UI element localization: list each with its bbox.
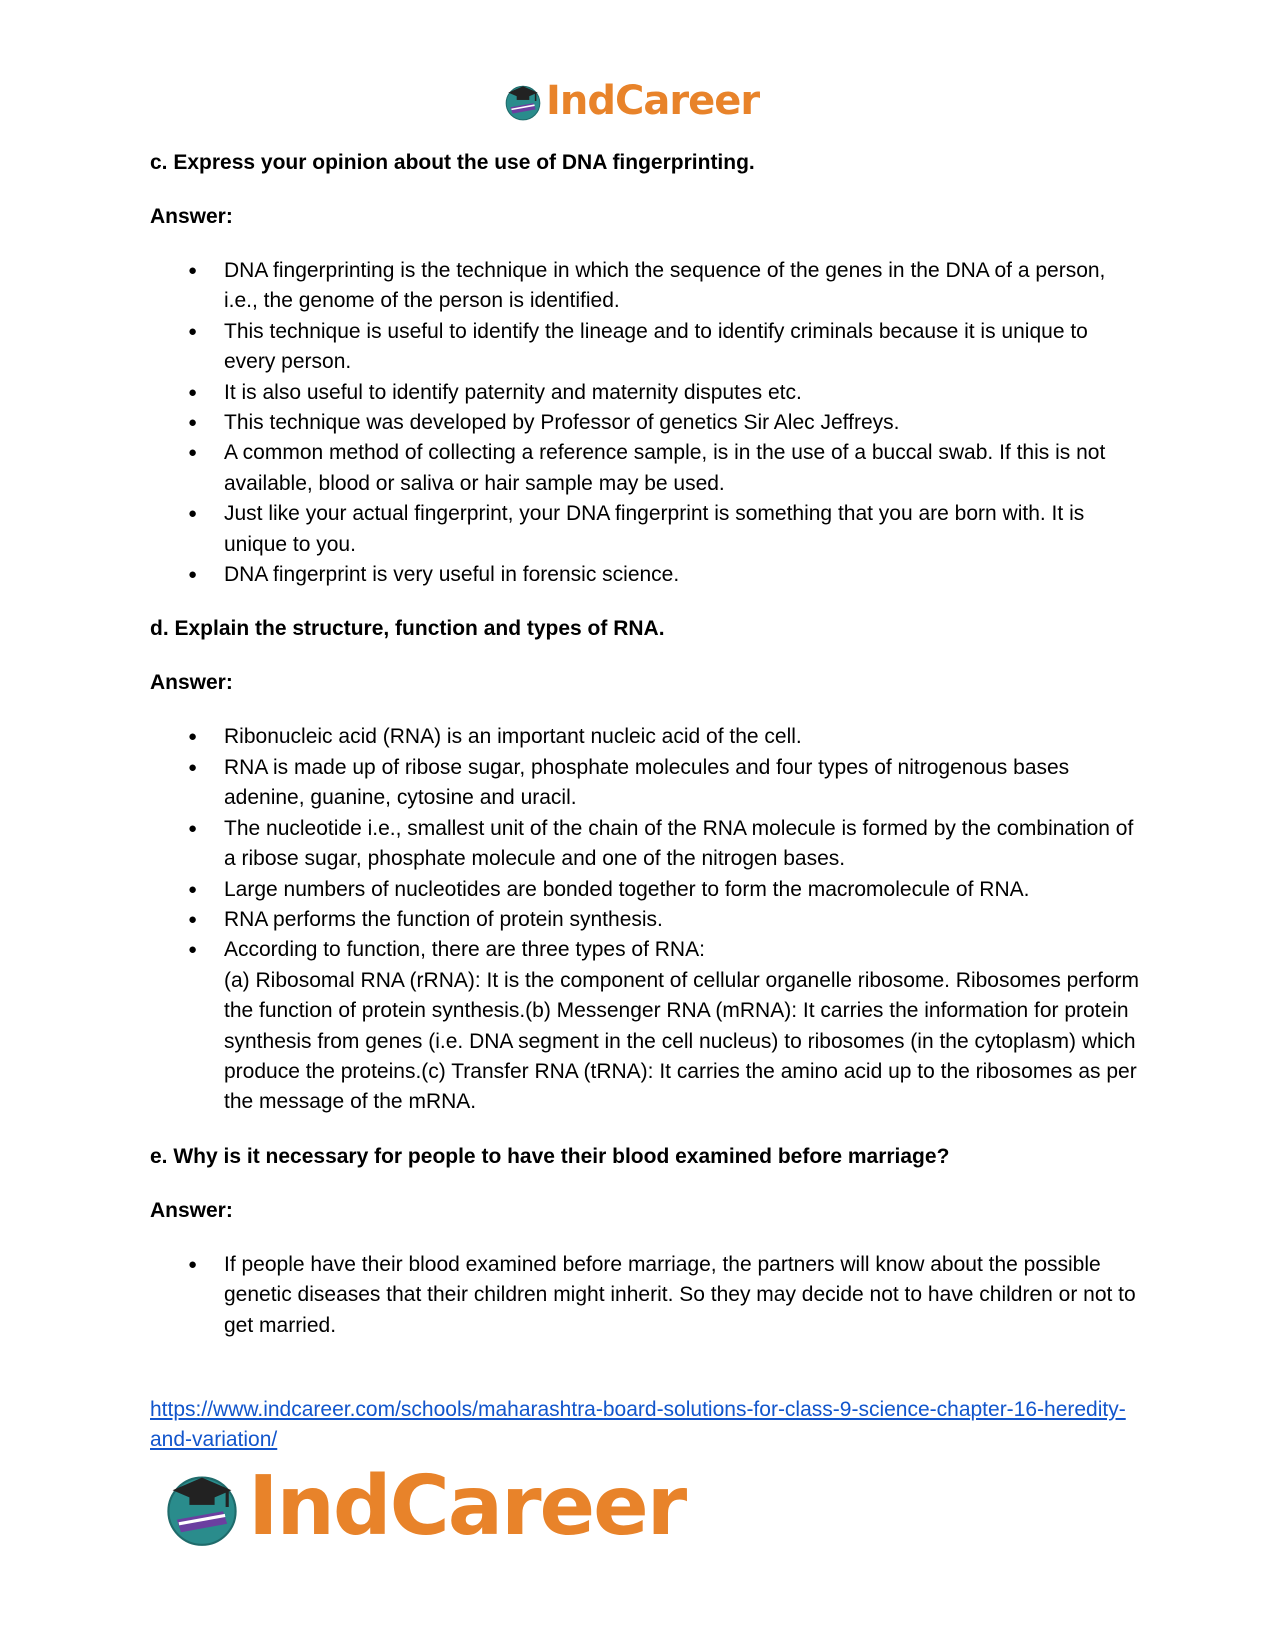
rna-types-text: (a) Ribosomal RNA (rRNA): It is the component of cellular organelle ribosome. Ribosomes perform the function of protein synthesis.(b) Messenger RNA (mRNA): It carries the information for protein synthesis from genes (i.e. DNA segment in the cell nucleus) to ribosomes (in the cytoplasm) which produce the proteins.(c) Transfer RNA (tRNA): It carries the amino acid up to the ribosomes as per the message of the mRNA.	[224, 968, 1140, 1114]
logo-text: IndCareer	[546, 78, 760, 124]
question-c: c. Express your opinion about the use of DNA fingerprinting.	[150, 151, 755, 174]
list-item: ● This technique is useful to identify the lineage and to identify criminals because it is unique to every person.	[150, 317, 1140, 378]
list-item: ● It is also useful to identify paternity and maternity disputes etc.	[150, 378, 1140, 408]
list-item: ● RNA performs the function of protein synthesis.	[150, 905, 1140, 935]
list-item: ● If people have their blood examined before marriage, the partners will know about the possible genetic diseases that their children might inherit. So they may decide not to have children or not to get married.	[150, 1250, 1140, 1341]
answer-list	[150, 722, 1140, 1117]
list-item: ● Large numbers of nucleotides are bonded together to form the macromolecule of RNA.	[150, 875, 1140, 905]
answer-list	[150, 1250, 1140, 1341]
header-logo	[502, 80, 759, 122]
list-item	[150, 935, 1140, 1117]
footer-logo	[160, 1459, 686, 1554]
question-e: e. Why is it necessary for people to have their blood examined before marriage?	[150, 1144, 950, 1168]
list-item: ● This technique was developed by Professor of genetics Sir Alec Jeffreys.	[150, 408, 1140, 438]
list-item: ● RNA is made up of ribose sugar, phosphate molecules and four types of nitrogenous bases adenine, guanine, cytosine and uracil.	[150, 753, 1140, 814]
answer-list	[150, 256, 1140, 590]
list-item: ● DNA fingerprinting is the technique in which the sequence of the genes in the DNA of a person, i.e., the genome of the person is identified.	[150, 256, 1140, 317]
list-item: ● A common method of collecting a reference sample, is in the use of a buccal swab. If this is not available, blood or saliva or hair sample may be used.	[150, 438, 1140, 499]
list-item: ● DNA fingerprint is very useful in forensic science.	[150, 560, 1140, 590]
question-d: d. Explain the structure, function and types of RNA.	[150, 617, 665, 641]
list-item: ● The nucleotide i.e., smallest unit of the chain of the RNA molecule is formed by the combination of a ribose sugar, phosphate molecule and one of the nitrogen bases.	[150, 814, 1140, 875]
answer-label: Answer:	[150, 1198, 233, 1222]
list-item: ● Ribonucleic acid (RNA) is an important nucleic acid of the cell.	[150, 722, 1140, 752]
list-item-text: According to function, there are three types of RNA:	[224, 938, 705, 962]
answer-label: Answer:	[150, 205, 233, 228]
answer-label: Answer:	[150, 671, 233, 695]
graduation-cap-book-globe-icon	[502, 80, 544, 122]
document-body	[150, 148, 1140, 1365]
list-item: ● Just like your actual fingerprint, your DNA fingerprint is something that you are born with. It is unique to you.	[150, 499, 1140, 560]
logo-text: IndCareer	[248, 1459, 686, 1554]
graduation-cap-book-globe-icon	[160, 1465, 244, 1549]
source-link[interactable]: https://www.indcareer.com/schools/maharashtra-board-solutions-for-class-9-science-chapter-16-heredity-and-variation/	[150, 1398, 1126, 1451]
